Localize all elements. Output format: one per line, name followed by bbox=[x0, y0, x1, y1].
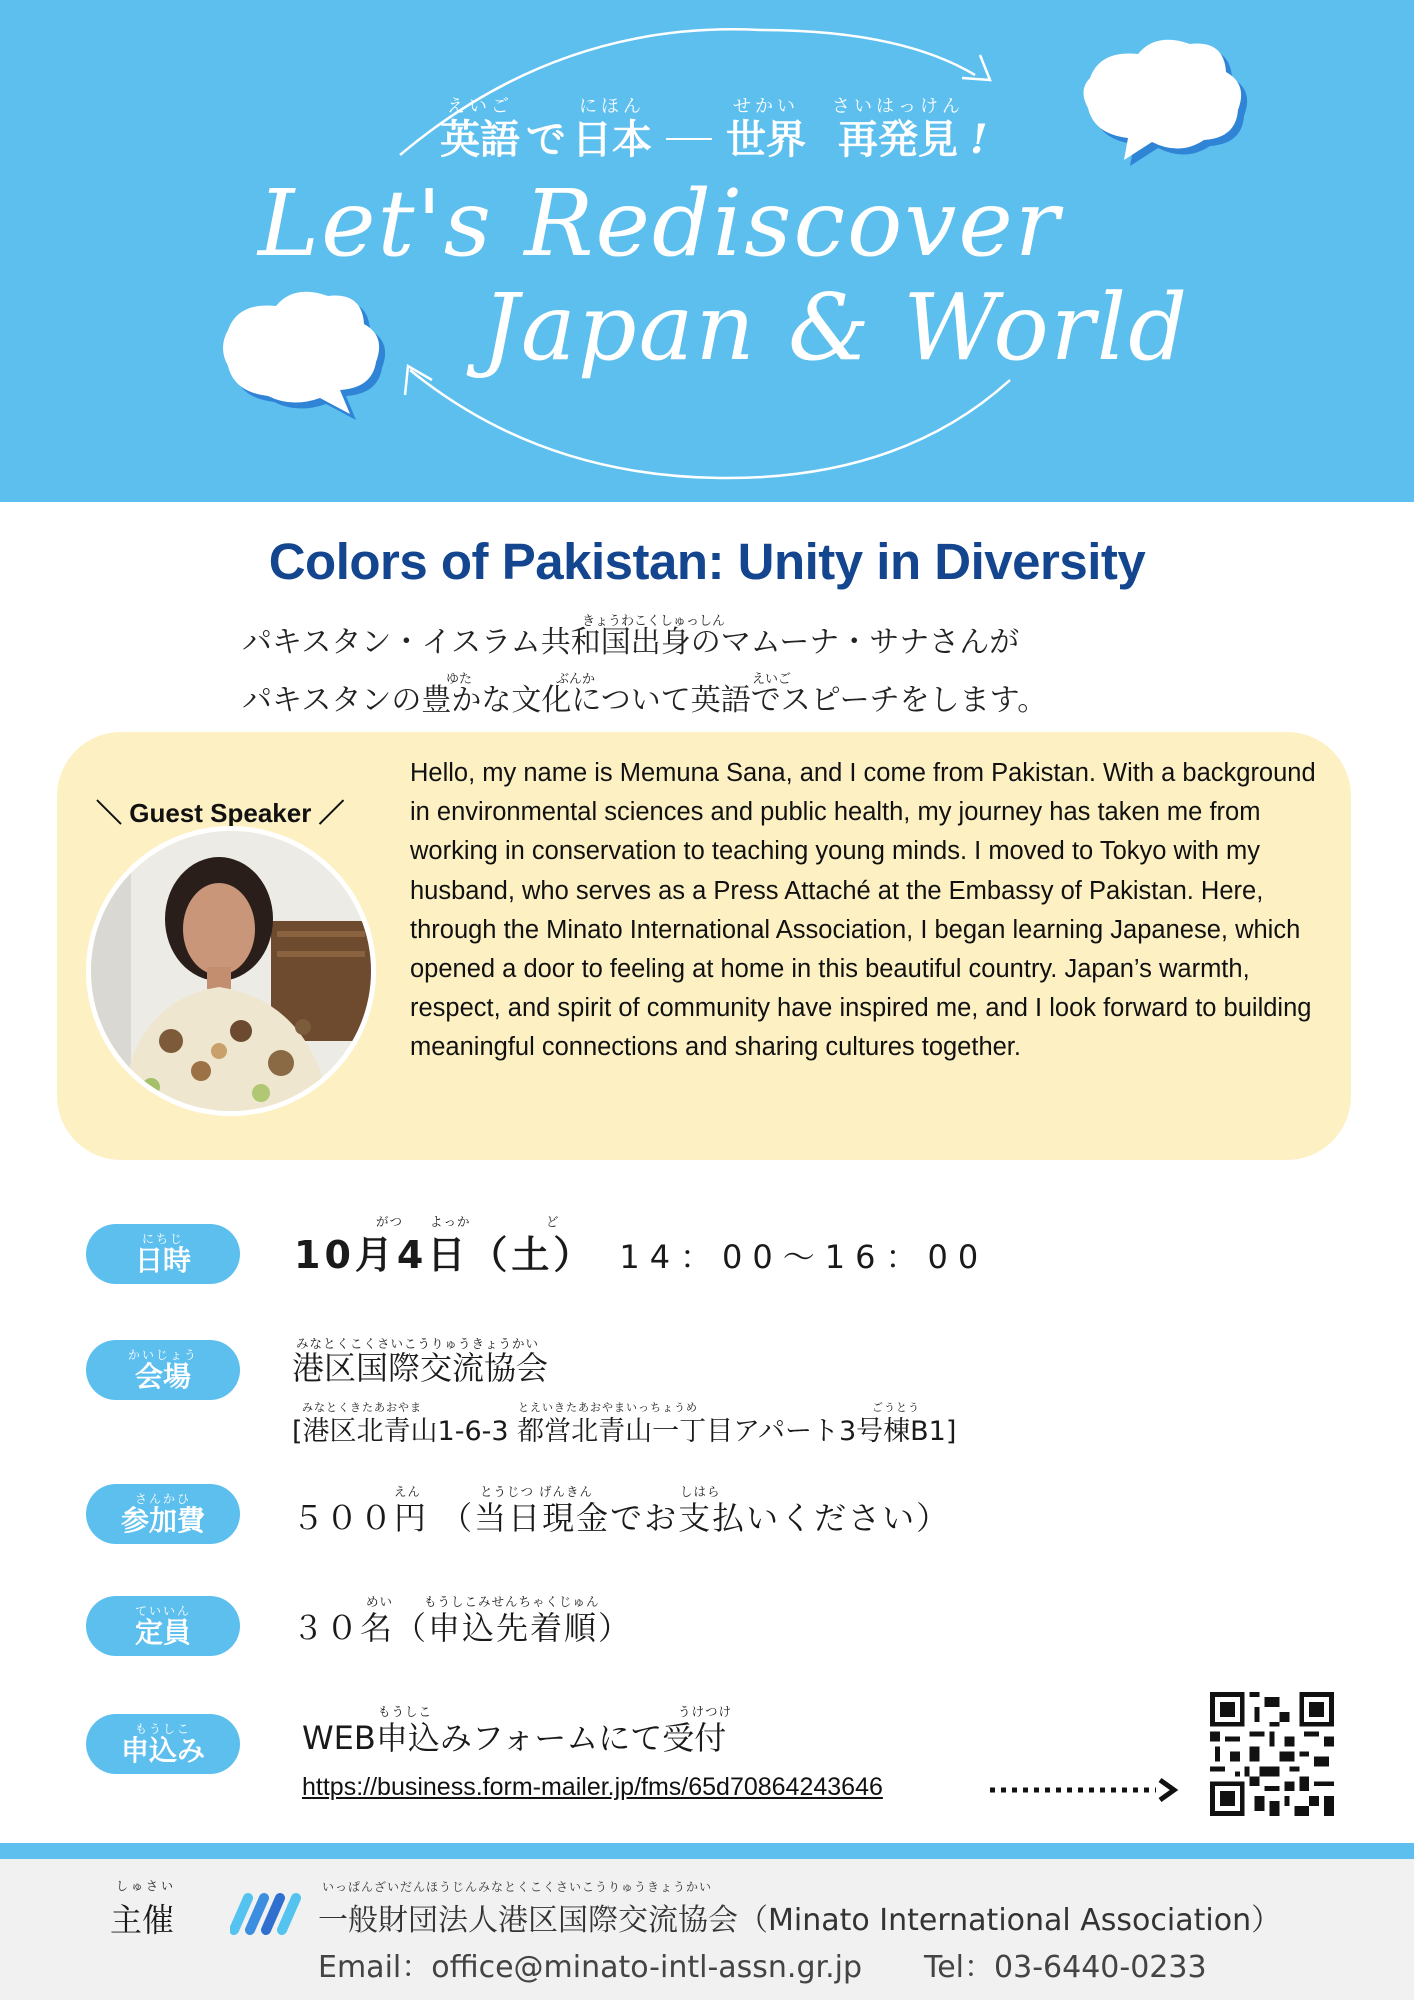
guest-speaker-label: ＼ Guest Speaker ／ bbox=[96, 798, 345, 828]
fee-value: ５００円 （当日現金でお支払いください） bbox=[292, 1499, 951, 1537]
dotted-arrow-icon bbox=[988, 1776, 1188, 1804]
furigana: ごうとう bbox=[872, 1401, 920, 1414]
venue-address: [港区北青山1-6-3 都営北青山一丁目アパート3号棟B1] bbox=[292, 1416, 957, 1447]
event-title: Colors of Pakistan: Unity in Diversity bbox=[268, 533, 1146, 590]
furigana: しゅさい bbox=[116, 1879, 177, 1893]
furigana: めい bbox=[366, 1594, 394, 1609]
speaker-portrait bbox=[86, 826, 376, 1116]
organizer-name: 一般財団法人港区国際交流協会（Minato International Association） bbox=[318, 1903, 1282, 1938]
furigana: みなとくこくさいこうりゅうきょうかい bbox=[296, 1336, 540, 1351]
venue-label-pill: かいじょう 会場 bbox=[86, 1340, 240, 1400]
contact-email[interactable]: Email：office@minato-intl-assn.gr.jp bbox=[318, 1950, 862, 1985]
qr-code-icon[interactable] bbox=[1210, 1692, 1334, 1816]
footer-accent-bar bbox=[0, 1843, 1414, 1859]
furigana: ど bbox=[546, 1214, 560, 1229]
furigana: いっぱんざいだんほうじんみなとくこくさいこうりゅうきょうかい bbox=[322, 1880, 713, 1894]
event-time: 14：00〜16：00 bbox=[619, 1238, 989, 1276]
furigana: しはら bbox=[680, 1484, 721, 1499]
fee-label-pill: さんかひ 参加費 bbox=[86, 1484, 240, 1544]
furigana: きょうわこくしゅっしん bbox=[582, 614, 726, 629]
furigana: とえいきたあおやまいっちょうめ bbox=[518, 1401, 698, 1414]
apply-label-pill: もうしこ 申込み bbox=[86, 1714, 240, 1774]
apply-method: WEB申込みフォームにて受付 bbox=[302, 1719, 727, 1757]
furigana: もうしこみせんちゃくじゅん bbox=[424, 1594, 600, 1609]
furigana: えいご bbox=[752, 672, 792, 687]
japanese-tagline: えいご 英語 で にほん 日本 せかい 世界 さいはっけん 再発見 ! bbox=[440, 96, 988, 163]
furigana: よっか bbox=[430, 1214, 471, 1229]
hero-banner bbox=[0, 0, 1414, 502]
tagline-dash bbox=[666, 138, 712, 140]
furigana: がつ bbox=[376, 1214, 404, 1229]
speech-bubble-icon bbox=[223, 292, 385, 420]
application-form-link[interactable]: https://business.form-mailer.jp/fms/65d70864243646 bbox=[302, 1773, 883, 1801]
venue-name: 港区国際交流協会 bbox=[292, 1349, 549, 1387]
hero-title-line1: Let's Rediscover bbox=[258, 170, 1061, 277]
capacity-value: ３０名（申込先着順） bbox=[292, 1609, 633, 1647]
furigana: ゆた bbox=[446, 672, 473, 687]
contact-tel[interactable]: Tel：03-6440-0233 bbox=[924, 1950, 1207, 1985]
speech-bubble-icon bbox=[1083, 40, 1247, 166]
furigana: えん bbox=[394, 1484, 422, 1499]
hero-title-line2: Japan & World bbox=[482, 274, 1190, 381]
portrait-image bbox=[91, 831, 371, 1111]
furigana: うけつけ bbox=[678, 1704, 733, 1719]
event-date: 10月4日（土） bbox=[294, 1233, 596, 1277]
host-label: 主催 bbox=[110, 1901, 175, 1939]
speaker-bio: Hello, my name is Memuna Sana, and I come from Pakistan. With a background in environmental sciences and public health, my journey has taken me from working in conservation to teaching young minds. I moved to Tokyo with my husband, who serves as a Press Attaché at the Embassy of Pakistan. Here, through the Minato International Association, I began learning Japanese, which opened a door to feeling at home in this beautiful country. Japan’s warmth, respect, and spirit of community have inspired me, and I look forward to building meaningful connections and sharing cultures together. bbox=[410, 759, 1316, 1062]
furigana: とうじつ げんきん bbox=[480, 1484, 593, 1499]
date-label-pill: にちじ 日時 bbox=[86, 1224, 240, 1284]
furigana: みなとくきたあおやま bbox=[302, 1401, 422, 1414]
furigana: ぶんか bbox=[556, 672, 596, 687]
minato-logo-icon bbox=[230, 1890, 306, 1936]
intro-line-2: パキスタンの豊かな文化について英語でスピーチをします。 bbox=[242, 683, 1048, 718]
intro-line-1: パキスタン・イスラム共和国出身のマムーナ・サナさんが bbox=[242, 625, 1020, 660]
furigana: もうしこ bbox=[378, 1704, 433, 1719]
contact-info bbox=[318, 1942, 1207, 1986]
event-date-time bbox=[294, 1233, 989, 1277]
capacity-label-pill: ていいん 定員 bbox=[86, 1596, 240, 1656]
